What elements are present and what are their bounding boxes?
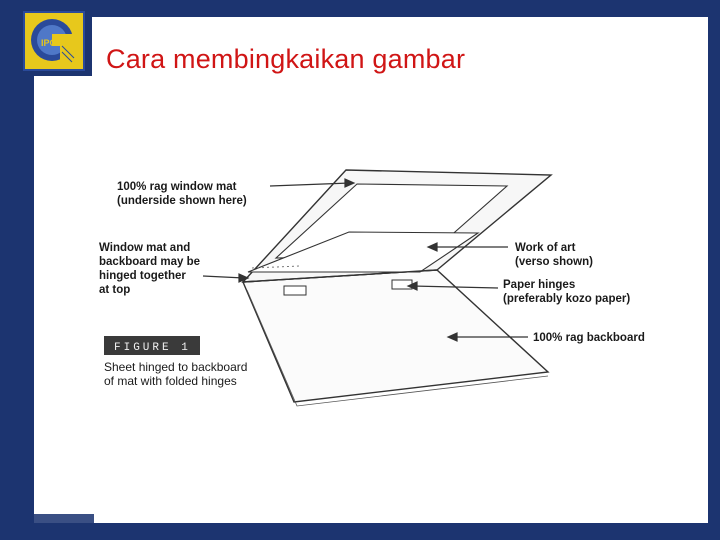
paper-hinge-left	[284, 286, 306, 295]
label-backboard: 100% rag backboard	[533, 332, 645, 344]
label-hinged-line-1: Window mat and	[99, 242, 191, 254]
label-work-of-art: Work of art	[515, 242, 576, 254]
logo-text: IPG	[41, 38, 57, 48]
label-work-of-art-note: (verso shown)	[515, 256, 593, 268]
label-window-mat-note: (underside shown here)	[117, 195, 247, 207]
paper-hinge-right	[392, 280, 412, 289]
label-hinged-line-3: hinged together	[99, 270, 186, 282]
slide-title: Cara membingkaikan gambar	[106, 44, 466, 74]
figure-caption-line-2: of mat with folded hinges	[104, 374, 237, 388]
label-window-mat: 100% rag window mat	[117, 181, 237, 193]
bottom-accent-bar	[34, 514, 94, 523]
label-paper-hinges-note: (preferably kozo paper)	[503, 293, 631, 305]
label-paper-hinges: Paper hinges	[503, 279, 576, 291]
figure-caption-line-1: Sheet hinged to backboard	[104, 360, 248, 374]
arrow-hinged	[203, 276, 244, 278]
label-hinged-line-2: backboard may be	[99, 256, 200, 268]
figure-label: FIGURE 1	[114, 342, 191, 354]
label-hinged-line-4: at top	[99, 284, 131, 296]
